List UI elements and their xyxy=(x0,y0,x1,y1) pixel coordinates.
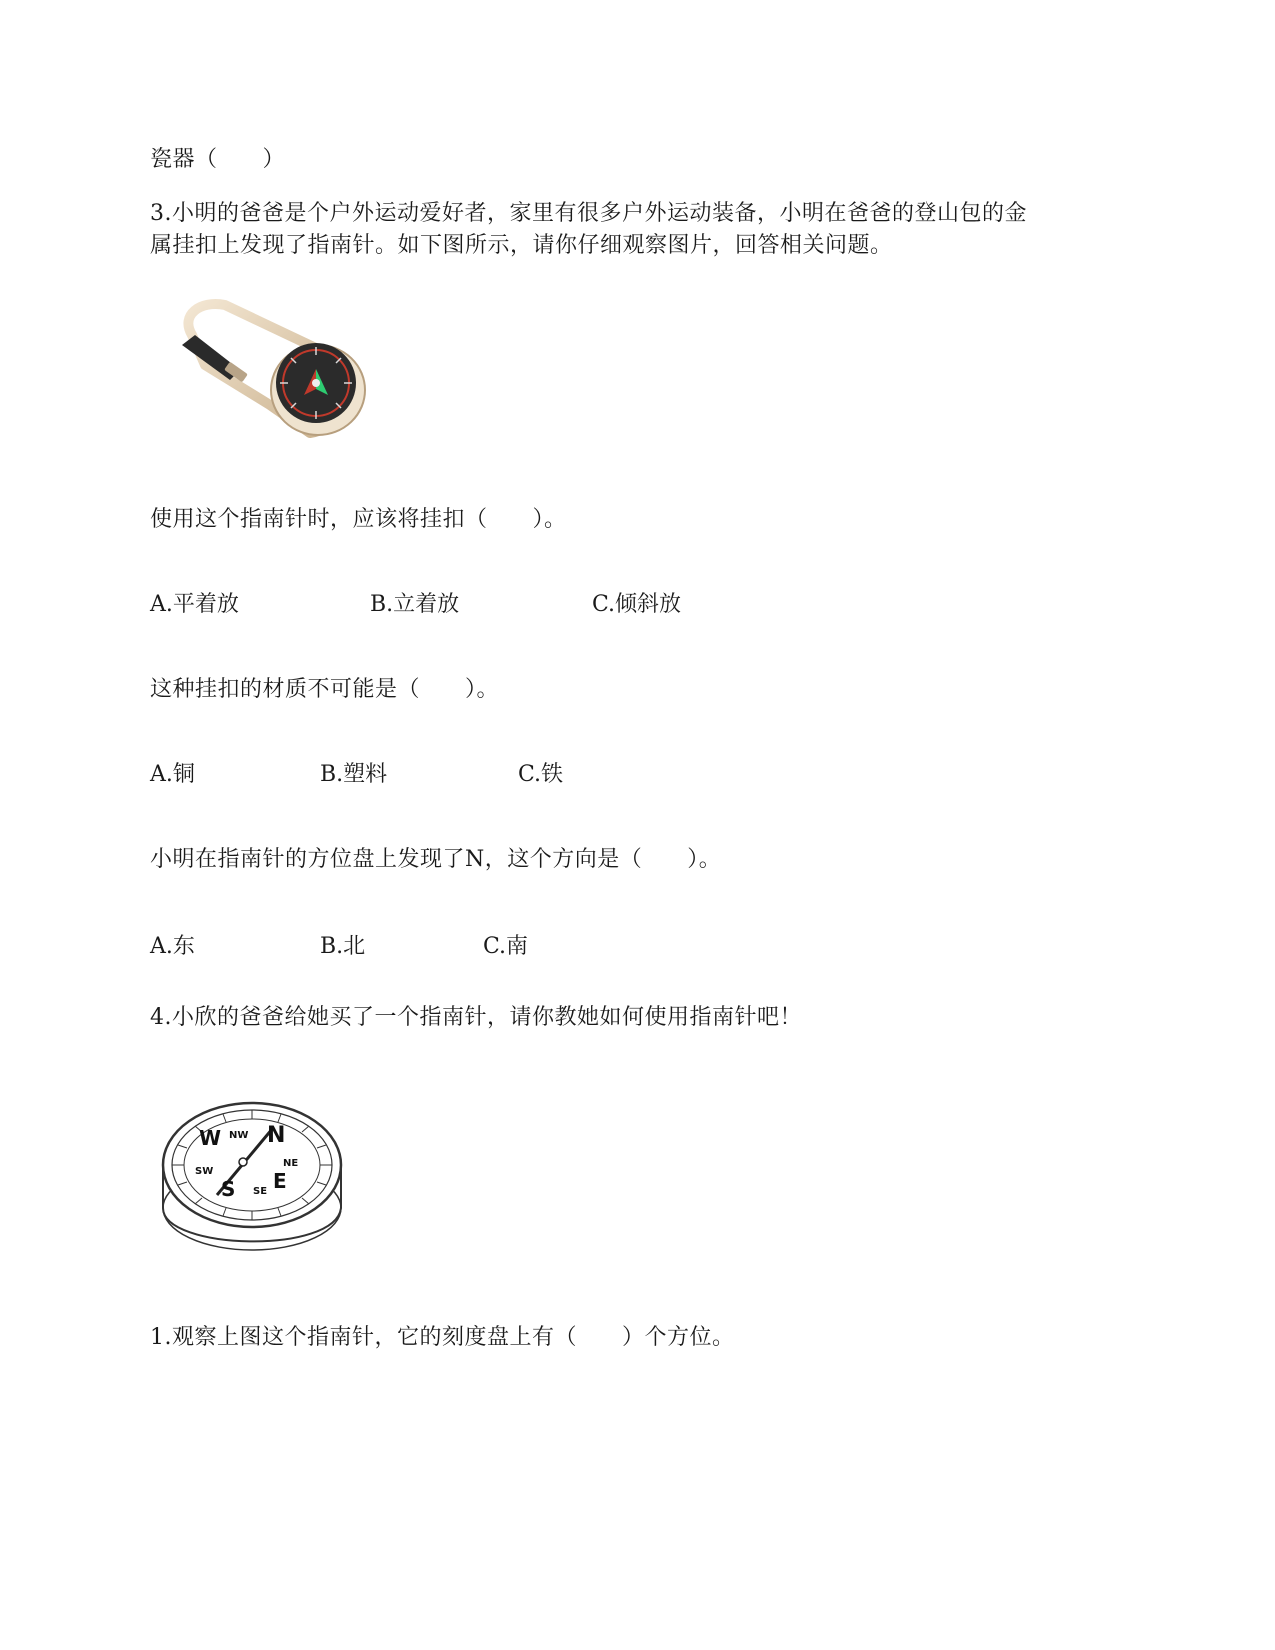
compass-drawing-image xyxy=(155,1090,355,1270)
question-3-line-1: 3.小明的爸爸是个户外运动爱好者，家里有很多户外运动装备，小明在爸爸的登山包的金 xyxy=(150,201,1027,226)
sub-question-placement: 使用这个指南针时，应该将挂扣（ ）。 xyxy=(150,507,567,532)
compass-label-s: S xyxy=(221,1177,236,1201)
question-4: 4.小欣的爸爸给她买了一个指南针，请你教她如何使用指南针吧！ xyxy=(150,1005,802,1030)
option-a-copper[interactable]: A.铜 xyxy=(150,762,195,787)
question-3-line-2: 属挂扣上发现了指南针。如下图所示，请你仔细观察图片，回答相关问题。 xyxy=(150,233,893,258)
sub-question-material: 这种挂扣的材质不可能是（ ）。 xyxy=(150,677,500,702)
compass-label-w: W xyxy=(199,1126,222,1150)
compass-label-e: E xyxy=(273,1169,287,1193)
option-a-flat[interactable]: A.平着放 xyxy=(150,592,239,617)
compass-label-sw: SW xyxy=(195,1166,214,1177)
compass-label-ne: NE xyxy=(283,1158,299,1169)
option-c-south[interactable]: C.南 xyxy=(483,934,529,959)
option-b-upright[interactable]: B.立着放 xyxy=(370,592,460,617)
option-c-iron[interactable]: C.铁 xyxy=(518,762,564,787)
compass-label-n: N xyxy=(267,1123,286,1148)
compass-label-nw: NW xyxy=(229,1130,249,1141)
compass-label-se: SE xyxy=(253,1186,268,1197)
sub-question-direction-n: 小明在指南针的方位盘上发现了N，这个方向是（ ）。 xyxy=(150,847,722,872)
text-line-ceramics: 瓷器（ ） xyxy=(150,147,286,172)
question-4-sub-1: 1.观察上图这个指南针，它的刻度盘上有（ ）个方位。 xyxy=(150,1325,735,1350)
option-c-tilted[interactable]: C.倾斜放 xyxy=(592,592,682,617)
option-b-north[interactable]: B.北 xyxy=(320,934,366,959)
carabiner-compass-image xyxy=(170,295,380,455)
option-a-east[interactable]: A.东 xyxy=(150,934,195,959)
option-b-plastic[interactable]: B.塑料 xyxy=(320,762,388,787)
